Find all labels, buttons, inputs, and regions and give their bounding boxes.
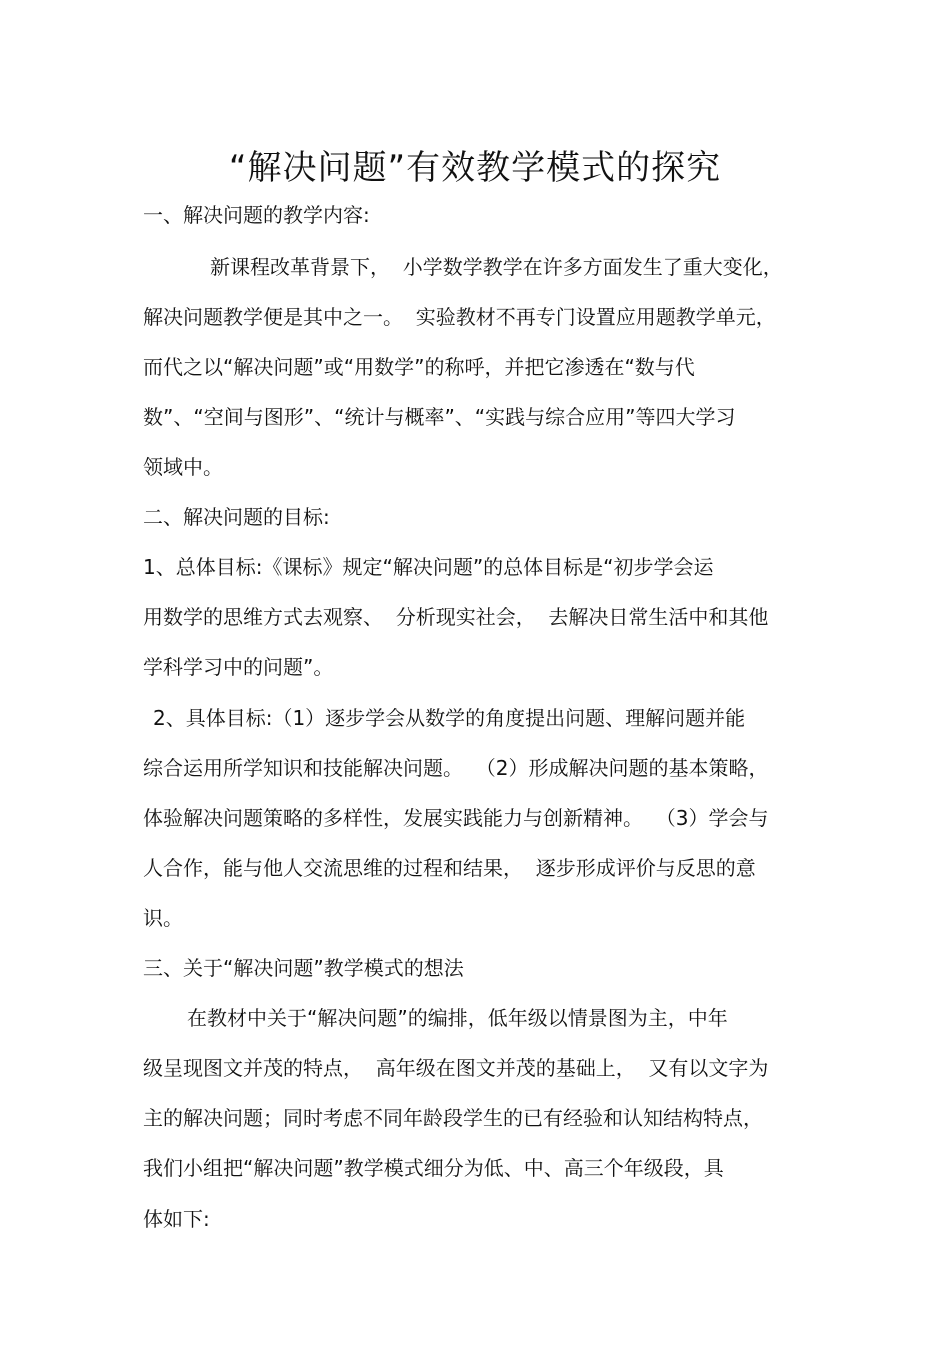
section-heading-1: 一、解决问题的教学内容: (143, 203, 370, 227)
paragraph-line: 在教材中关于“解决问题”的编排，低年级以情景图为主，中年 (187, 1006, 728, 1030)
paragraph-line: 人合作，能与他人交流思维的过程和结果， 逐步形成评价与反思的意 (143, 856, 756, 880)
paragraph-line: 数”、“空间与图形”、“统计与概率”、“实践与综合应用”等四大学习 (143, 405, 736, 429)
paragraph-line: 解决问题教学便是其中之一。 实验教材不再专门设置应用题教学单元， (143, 305, 776, 329)
paragraph-line: 而代之以“解决问题”或“用数学”的称呼，并把它渗透在“数与代 (143, 355, 695, 379)
section-heading-2: 二、解决问题的目标: (143, 505, 330, 529)
paragraph-line: 体验解决问题策略的多样性，发展实践能力与创新精神。 （3）学会与 (143, 806, 769, 830)
paragraph-line: 综合运用所学知识和技能解决问题。 （2）形成解决问题的基本策略， (143, 756, 769, 780)
section-heading-3: 三、关于“解决问题”教学模式的想法 (143, 956, 464, 980)
paragraph-line: 2、具体目标:（1）逐步学会从数学的角度提出问题、理解问题并能 (153, 706, 746, 730)
paragraph-line: 我们小组把“解决问题”教学模式细分为低、中、高三个年级段，具 (143, 1156, 724, 1180)
paragraph-line: 1、总体目标:《课标》规定“解决问题”的总体目标是“初步学会运 (143, 555, 714, 579)
paragraph-line: 级呈现图文并茂的特点， 高年级在图文并茂的基础上， 又有以文字为 (143, 1056, 769, 1080)
paragraph-line: 主的解决问题；同时考虑不同年龄段学生的已有经验和认知结构特点， (143, 1106, 763, 1130)
paragraph-line: 新课程改革背景下， 小学数学教学在许多方面发生了重大变化， (210, 255, 783, 279)
document-title: “解决问题”有效教学模式的探究 (228, 148, 722, 188)
paragraph-line: 用数学的思维方式去观察、 分析现实社会， 去解决日常生活中和其他 (143, 605, 769, 629)
paragraph-line: 学科学习中的问题”。 (143, 655, 334, 679)
paragraph-line: 领域中。 (143, 455, 223, 479)
paragraph-line: 体如下: (143, 1207, 210, 1231)
paragraph-line: 识。 (143, 906, 183, 930)
